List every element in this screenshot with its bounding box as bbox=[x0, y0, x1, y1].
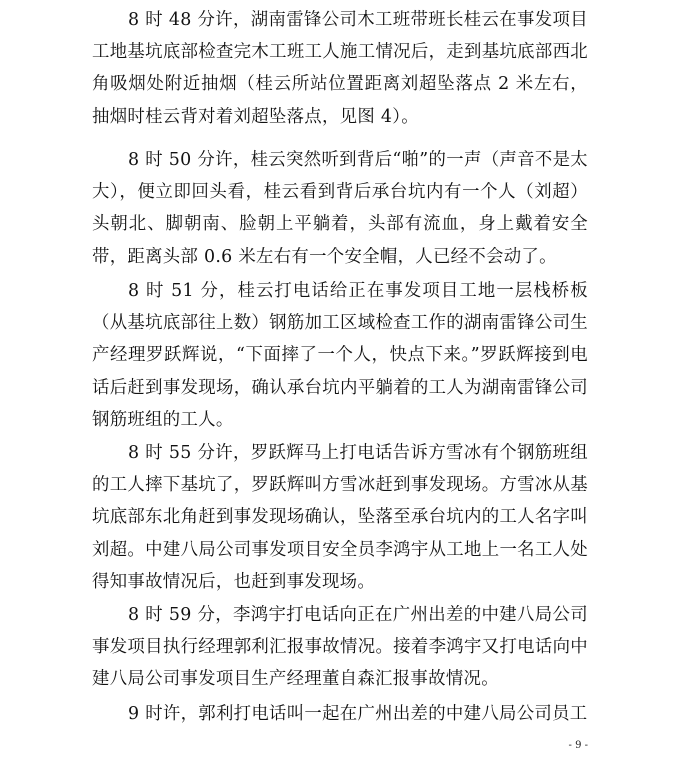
paragraph-0855: 8 时 55 分许，罗跃辉马上打电话告诉方雪冰有个钢筋班组的工人摔下基坑了，罗跃辉叫方雪冰赶到事发现场。方雪冰从基坑底部东北角赶到事发现场确认，坠落至承台坑内的工人名字叫刘超。中建八局公司事发项目安全员李鸿宇从工地上一名工人处得知事故情况后，也赶到事发现场。 bbox=[92, 443, 588, 592]
paragraph-0848: 8 时 48 分许，湖南雷锋公司木工班带班长桂云在事发项目工地基坑底部检查完木工班工人施工情况后，走到基坑底部西北角吸烟处附近抽烟（桂云所站位置距离刘超坠落点 2 米左右，抽烟时桂云背对着刘超坠落点，见图 4）。 bbox=[92, 10, 588, 127]
paragraph-0851: 8 时 51 分，桂云打电话给正在事发项目工地一层栈桥板（从基坑底部往上数）钢筋加工区域检查工作的湖南雷锋公司生产经理罗跃辉说，“下面摔了一个人，快点下来。”罗跃辉接到电话后赶到事发现场，确认承台坑内平躺着的工人为湖南雷锋公司钢筋班组的工人。 bbox=[92, 281, 588, 430]
paragraph-0859: 8 时 59 分，李鸿宇打电话向正在广州出差的中建八局公司事发项目执行经理郭利汇报事故情况。接着李鸿宇又打电话向中建八局公司事发项目生产经理董自森汇报事故情况。 bbox=[92, 605, 588, 690]
paragraph-0850: 8 时 50 分许，桂云突然听到背后“啪”的一声（声音不是太大），便立即回头看，桂云看到背后承台坑内有一个人（刘超）头朝北、脚朝南、脸朝上平躺着，头部有流血，身上戴着安全带，距离头部 0.6 米左右有一个安全帽，人已经不会动了。 bbox=[92, 150, 588, 267]
paragraph-0900: 9 时许，郭利打电话叫一起在广州出差的中建八局公司员工 bbox=[128, 704, 588, 724]
page-number: - 9 - bbox=[568, 740, 588, 751]
